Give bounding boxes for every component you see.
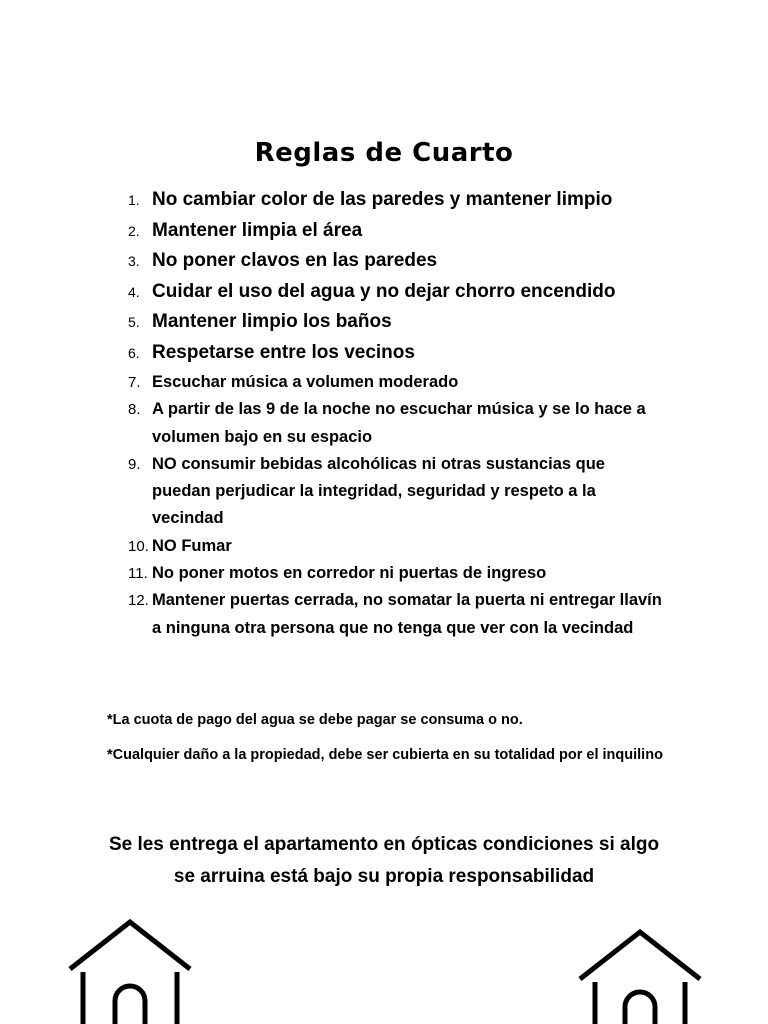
rule-text: No cambiar color de las paredes y mantener limpio [152,189,613,210]
rule-item [128,533,668,560]
rule-item [128,339,668,370]
rule-text: Mantener puertas cerrada, no somatar la puerta ni entregar llavín a ninguna otra persona que no tenga que ver con la vecindad [152,591,662,637]
rule-number: 5. [128,314,140,330]
closing-statement: Se les entrega el apartamento en ópticas condiciones si algo se arruina está bajo su propia responsabilidad [108,834,660,887]
rule-text: Mantener limpio los baños [152,311,392,332]
rule-text: No poner clavos en las paredes [152,250,438,271]
rule-number: 10. [128,537,149,555]
rule-item [128,369,668,396]
rule-number: 7. [128,374,141,391]
rule-text: NO consumir bebidas alcohólicas ni otras sustancias que puedan perjudicar la integridad, seguridad y respeto a la vecindad [152,454,605,528]
rule-text: Cuidar el uso del agua y no dejar chorro encendido [152,280,616,302]
rule-number: 12. [128,592,149,610]
rule-item [128,560,668,587]
rule-text: Escuchar música a volumen moderado [152,373,459,391]
rule-text: A partir de las 9 de la noche no escuchar música y se lo hace a volumen bajo en su espacio [152,400,646,446]
rule-number: 6. [128,344,140,361]
water-fee-note: *La cuota de pago del agua se debe pagar se consuma o no. [107,712,523,728]
rule-text: NO Fumar [152,536,232,555]
house-icon [576,927,704,1024]
rule-item [128,186,668,217]
rule-number: 1. [128,192,140,208]
rule-text: Respetarse entre los vecinos [152,341,415,363]
rule-item [128,308,668,339]
rule-text: No poner motos en corredor ni puertas de ingreso [152,564,547,583]
rule-number: 8. [128,401,141,419]
rule-number: 4. [128,283,140,300]
rule-number: 9. [128,455,141,473]
rule-item [128,451,668,533]
page-title: Reglas de Cuarto [254,138,514,168]
rule-item [128,587,668,642]
rule-number: 2. [128,222,140,239]
house-icon [66,917,194,1024]
rule-item [128,247,668,278]
rule-item [128,396,668,451]
rule-number: 3. [128,253,140,269]
damage-note: *Cualquier daño a la propiedad, debe ser cubierta en su totalidad por el inquilino [107,747,663,763]
rule-number: 11. [128,565,148,583]
rule-item [128,217,668,248]
rule-item [128,278,668,309]
rules-list [128,186,668,642]
rule-text: Mantener limpia el área [152,219,363,241]
